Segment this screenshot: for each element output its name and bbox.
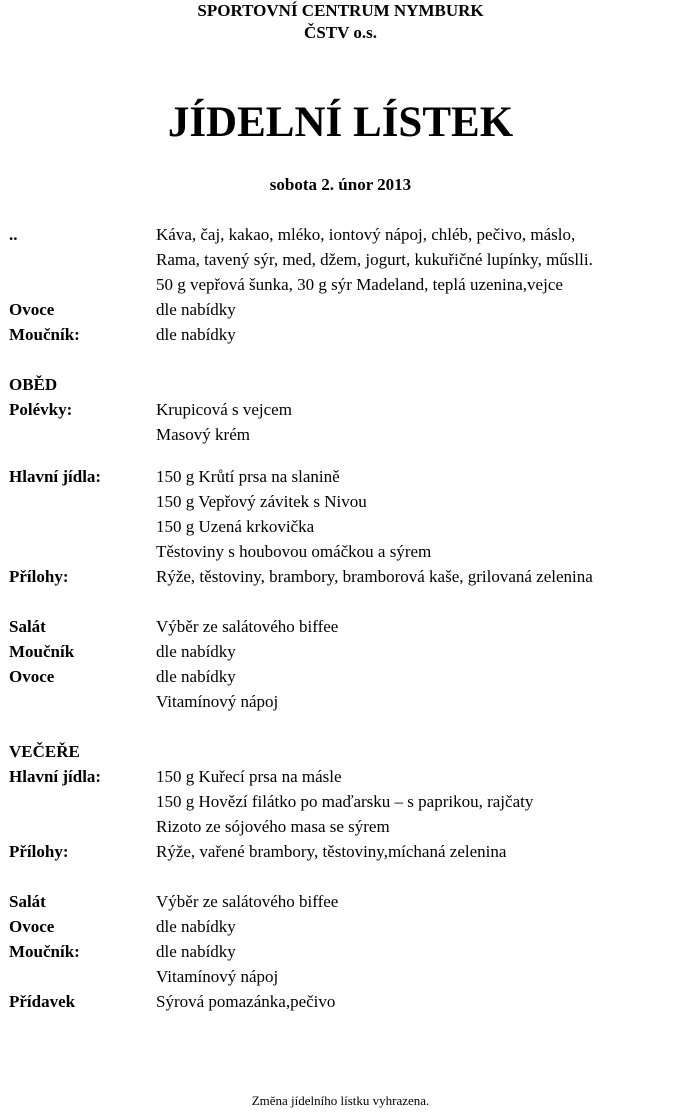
menu-row-value: Těstoviny s houbovou omáčkou a sýrem — [156, 542, 432, 561]
menu-row-label: Moučník — [9, 642, 75, 661]
spacer — [9, 449, 679, 466]
menu-row-value: dle nabídky — [156, 642, 236, 661]
menu-row-value: Rama, tavený sýr, med, džem, jogurt, kukuřičné lupínky, műslli. — [156, 250, 593, 269]
menu-row — [9, 966, 679, 991]
menu-row-value: dle nabídky — [156, 300, 236, 319]
menu-row-label: Moučník: — [9, 942, 80, 961]
menu-row — [9, 491, 679, 516]
menu-row-value: dle nabídky — [156, 917, 236, 936]
menu-row-value: 150 g Hovězí filátko po maďarsku – s paprikou, rajčaty — [156, 792, 534, 811]
menu-row-label: OBĚD — [9, 375, 58, 394]
menu-row — [9, 666, 679, 691]
menu-row-label: Přílohy: — [9, 842, 69, 861]
menu-row — [9, 916, 679, 941]
menu-row — [9, 891, 679, 916]
menu-row — [9, 374, 679, 399]
menu-row-value: 150 g Vepřový závitek s Nivou — [156, 492, 367, 511]
menu-row-label: Ovoce — [9, 300, 55, 319]
menu-row — [9, 741, 679, 766]
menu-row — [9, 766, 679, 791]
menu-row — [9, 466, 679, 491]
organization-name: SPORTOVNÍ CENTRUM NYMBURK — [197, 1, 484, 20]
menu-row — [9, 991, 679, 1016]
menu-row — [9, 299, 679, 324]
menu-row-value: 150 g Krůtí prsa na slanině — [156, 467, 340, 486]
menu-row-label: Moučník: — [9, 325, 80, 344]
menu-row-value: Vitamínový nápoj — [156, 692, 279, 711]
menu-row-value: Rýže, těstoviny, brambory, bramborová kaše, grilovaná zelenina — [156, 567, 593, 586]
spacer — [9, 716, 679, 741]
menu-row-value: Rizoto ze sójového masa se sýrem — [156, 817, 390, 836]
menu-row-value: Krupicová s vejcem — [156, 400, 292, 419]
menu-row — [9, 274, 679, 299]
menu-row — [9, 224, 679, 249]
menu-row-value: Masový krém — [156, 425, 250, 444]
menu-row-label: Ovoce — [9, 917, 55, 936]
menu-row — [9, 399, 679, 424]
menu-row-label: VEČEŘE — [9, 742, 80, 761]
page-title: JÍDELNÍ LÍSTEK — [167, 99, 514, 146]
menu-row — [9, 841, 679, 866]
menu-row-label: Ovoce — [9, 667, 55, 686]
menu-list — [9, 224, 679, 1016]
menu-row — [9, 516, 679, 541]
menu-row-value: Vitamínový nápoj — [156, 967, 279, 986]
menu-row-value: Výběr ze salátového biffee — [156, 892, 339, 911]
spacer — [9, 349, 679, 374]
menu-row-value: Káva, čaj, kakao, mléko, iontový nápoj, chléb, pečivo, máslo, — [156, 225, 576, 244]
menu-row — [9, 541, 679, 566]
menu-row — [9, 424, 679, 449]
menu-row-value: 150 g Uzená krkovička — [156, 517, 315, 536]
menu-row-label: Salát — [9, 617, 46, 636]
menu-row-value: dle nabídky — [156, 942, 236, 961]
menu-row — [9, 641, 679, 666]
menu-row-value: Výběr ze salátového biffee — [156, 617, 339, 636]
menu-row-value: 50 g vepřová šunka, 30 g sýr Madeland, teplá uzenina,vejce — [156, 275, 563, 294]
menu-row — [9, 941, 679, 966]
menu-date: sobota 2. únor 2013 — [269, 175, 412, 194]
menu-row-value: dle nabídky — [156, 667, 236, 686]
menu-row-value: Rýže, vařené brambory, těstoviny,míchaná zelenina — [156, 842, 507, 861]
menu-row-value: 150 g Kuřecí prsa na másle — [156, 767, 342, 786]
menu-row — [9, 816, 679, 841]
menu-row-label: Hlavní jídla: — [9, 767, 102, 786]
menu-row-label: Polévky: — [9, 400, 73, 419]
menu-row-label: Hlavní jídla: — [9, 467, 102, 486]
menu-row-value: dle nabídky — [156, 325, 236, 344]
footer-note: Změna jídelního lístku vyhrazena. — [251, 1093, 430, 1108]
spacer — [9, 866, 679, 891]
menu-row-label: .. — [9, 225, 18, 244]
menu-row — [9, 791, 679, 816]
menu-row — [9, 691, 679, 716]
menu-row-label: Salát — [9, 892, 46, 911]
menu-row — [9, 324, 679, 349]
menu-row-value: Sýrová pomazánka,pečivo — [156, 992, 336, 1011]
menu-row — [9, 616, 679, 641]
menu-row-label: Přídavek — [9, 992, 76, 1011]
organization-subtitle: ČSTV o.s. — [304, 23, 377, 42]
menu-row — [9, 566, 679, 591]
menu-row — [9, 249, 679, 274]
menu-row-label: Přílohy: — [9, 567, 69, 586]
spacer — [9, 591, 679, 616]
